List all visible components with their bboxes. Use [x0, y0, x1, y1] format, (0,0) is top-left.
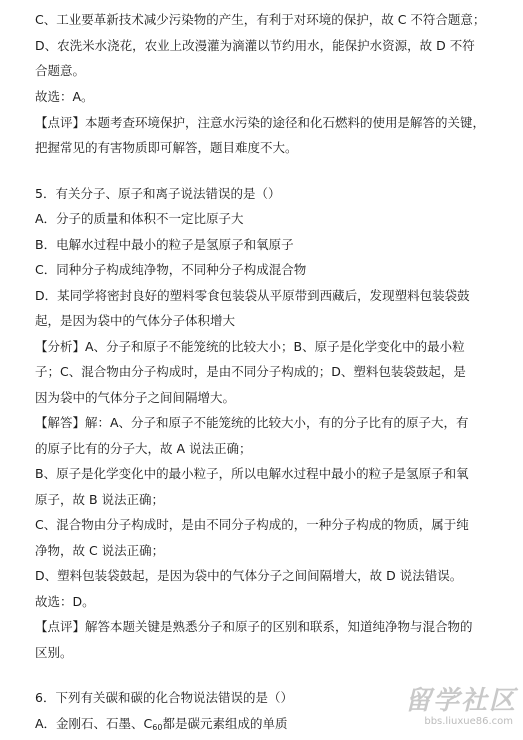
option-a-prefix: A．金刚石、石墨、C: [35, 716, 153, 731]
option-d: D．某同学将密封良好的塑料零食包装袋从平原带到西藏后，发现塑料包装袋鼓: [35, 288, 470, 303]
answer-line: 【解答】解：A、分子和原子不能笼统的比较大小，有的分子比有的原子大，有: [35, 415, 469, 430]
question-title: 5．有关分子、原子和离子说法错误的是（）: [35, 186, 281, 201]
subscript: 60: [152, 723, 163, 732]
option-a: A．分子的质量和体积不一定比原子大: [35, 211, 244, 226]
answer-line: 净物，故 C 说法正确；: [35, 543, 165, 558]
watermark-url: bbs.liuxue86.com: [424, 716, 513, 727]
answer-line: C、混合物由分子构成时，是由不同分子构成的，一种分子构成的物质，属于纯: [35, 517, 469, 532]
option-a-suffix: 都是碳元素组成的单质: [162, 716, 288, 731]
option-c: C．同种分子构成纯净物，不同种分子构成混合物: [35, 262, 307, 277]
answer-choice: 故选：D。: [35, 594, 95, 609]
comment-line: 区别。: [35, 645, 73, 660]
answer-line: B、原子是化学变化中的最小粒子，所以电解水过程中最小的粒子是氢原子和氧: [35, 466, 469, 481]
analysis-line: 子；C、混合物由分子构成时，是由不同分子构成的；D、塑料包装袋鼓起，是: [35, 364, 466, 379]
watermark: [377, 686, 517, 734]
question-title: 6．下列有关碳和碳的化合物说法错误的是（）: [35, 690, 293, 705]
watermark-logo: 留学社区: [404, 686, 517, 716]
answer-line: 的原子比有的分子大，故 A 说法正确；: [35, 441, 252, 456]
text-line: D、农洗米水浇花，农业上改漫灌为滴灌以节约用水，能保护水资源，故 D 不符: [35, 38, 475, 53]
analysis-line: 因为袋中的气体分子之间间隔增大。: [35, 390, 236, 405]
analysis-line: 【分析】A、分子和原子不能笼统的比较大小；B、原子是化学变化中的最小粒: [35, 339, 465, 354]
option-d-cont: 起，是因为袋中的气体分子体积增大: [35, 313, 236, 328]
text-line: 故选：A。: [35, 89, 94, 104]
text-line: 【点评】本题考查环境保护，注意水污染的途径和化石燃料的使用是解答的关键，: [35, 115, 486, 130]
option-b: B．电解水过程中最小的粒子是氢原子和氧原子: [35, 237, 294, 252]
text-line: 合题意。: [35, 63, 86, 78]
answer-line: D、塑料包装袋鼓起，是因为袋中的气体分子之间间隔增大，故 D 说法错误。: [35, 568, 463, 583]
text-line: C、工业要革新技术减少污染物的产生，有利于对环境的保护，故 C 不符合题意；: [35, 12, 486, 27]
text-line: 把握常见的有害物质即可解答，题目难度不大。: [35, 140, 298, 155]
comment-line: 【点评】解答本题关键是熟悉分子和原子的区别和联系，知道纯净物与混合物的: [35, 619, 473, 634]
answer-line: 原子，故 B 说法正确；: [35, 492, 165, 507]
